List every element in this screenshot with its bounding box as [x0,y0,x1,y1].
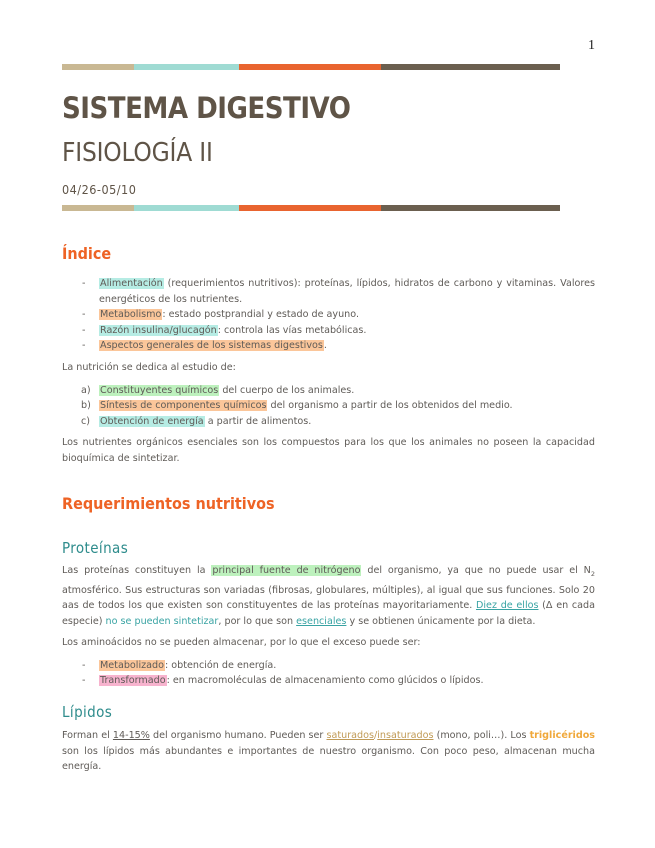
bar-segment [62,205,134,211]
list-item: - Aspectos generales de los sistemas digestivos. [82,340,327,352]
list-item: a) Constituyentes químicos del cuerpo de los animales. [81,384,355,396]
underlined-term: esenciales [296,615,347,627]
paragraph: Forman el 14-15% del organismo humano. Pueden ser saturados/insaturados (mono, poli…). Los triglicéridos son los lípidos más abundantes e importantes de nuestro organismo. Con poco peso, almacenan mucha energía. [62,730,596,773]
divider-color-bar [62,205,560,211]
paragraph: Los nutrientes orgánicos esenciales son los compuestos para los que los animales no poseen la capacidad bioquímica de sintetizar. [62,437,595,464]
lipidos-heading: Lípidos [62,703,113,721]
list-item: b) Síntesis de componentes químicos del organismo a partir de los obtenidos del medio. [81,400,513,412]
list-item: - Metabolismo: estado postprandial y estado de ayuno. [82,309,360,321]
lipidos-block [62,728,595,775]
highlight-term: Metabolizado [100,659,164,671]
document-title: SISTEMA DIGESTIVO [62,91,351,125]
bar-segment [239,205,381,211]
bar-segment [239,64,381,70]
indice-list-block [62,276,595,467]
paragraph: Las proteínas constituyen la principal fuente de nitrógeno del organismo, ya que no puede usar el $N_2$ atmosférico. Sus estructuras son variadas (fibrosas, globulares, múltiples), al igual que sus funciones. Solo 20 aas de todos los que existen son constituyentes de las proteínas mayoritariamente. Diez de ellos (Δ en cada especie) no se pueden sintetizar, por lo que son esenciales y se obtienen únicamente por la dieta. [62,565,595,627]
underlined-term: 14-15% [112,730,150,741]
header-color-bar [62,64,560,70]
paragraph: Los aminoácidos no se pueden almacenar, por lo que el exceso puede ser: [62,637,421,649]
highlight-term: Síntesis de componentes químicos [100,400,267,412]
highlight-term: Razón insulina/glucagón [100,324,217,336]
proteinas-heading: Proteínas [62,539,129,557]
highlight-term: Transformado [100,675,166,687]
indice-heading: Índice [62,244,112,263]
page-number: 1 [588,38,595,53]
highlight-term: Metabolismo [100,309,162,321]
requerimientos-heading: Requerimientos nutritivos [62,494,275,513]
list-item: - Razón insulina/glucagón: controla las vías metabólicas. [82,324,367,336]
document-date: 04/26-05/10 [62,182,137,197]
underlined-term: saturados [326,730,374,741]
proteinas-block [62,563,595,689]
highlight-term: Aspectos generales de los sistemas digestivos [100,340,323,352]
list-item: - Transformado: en macromoléculas de almacenamiento como glúcidos o lípidos. [82,675,484,687]
aminoacid-excess-list [62,658,595,689]
list-item: - Alimentación (requerimientos nutritivos): proteínas, lípidos, hidratos de carbono y vitaminas. Valores energéticos de los nutrientes. [82,278,595,305]
list-item: - Metabolizado: obtención de energía. [82,659,277,671]
list-item: c) Obtención de energía a partir de alimentos. [81,415,312,427]
study-list [62,383,595,430]
underlined-term: Diez de ellos [476,600,539,612]
colored-term: no se pueden sintetizar [105,615,219,627]
paragraph: La nutrición se dedica al estudio de: [62,361,236,373]
document-subtitle: FISIOLOGÍA II [62,138,213,168]
bar-segment [381,205,560,211]
highlight-term: Obtención de energía [100,415,204,427]
bold-term: triglicéridos [529,730,596,741]
underlined-term: insaturados [377,730,434,741]
highlight-term: principal fuente de nitrógeno [212,565,361,576]
bar-segment [381,64,560,70]
highlight-term: Alimentación [100,278,163,289]
bar-segment [134,64,239,70]
bar-segment [134,205,239,211]
bar-segment [62,64,134,70]
indice-list [62,276,595,354]
highlight-term: Constituyentes químicos [100,384,219,396]
